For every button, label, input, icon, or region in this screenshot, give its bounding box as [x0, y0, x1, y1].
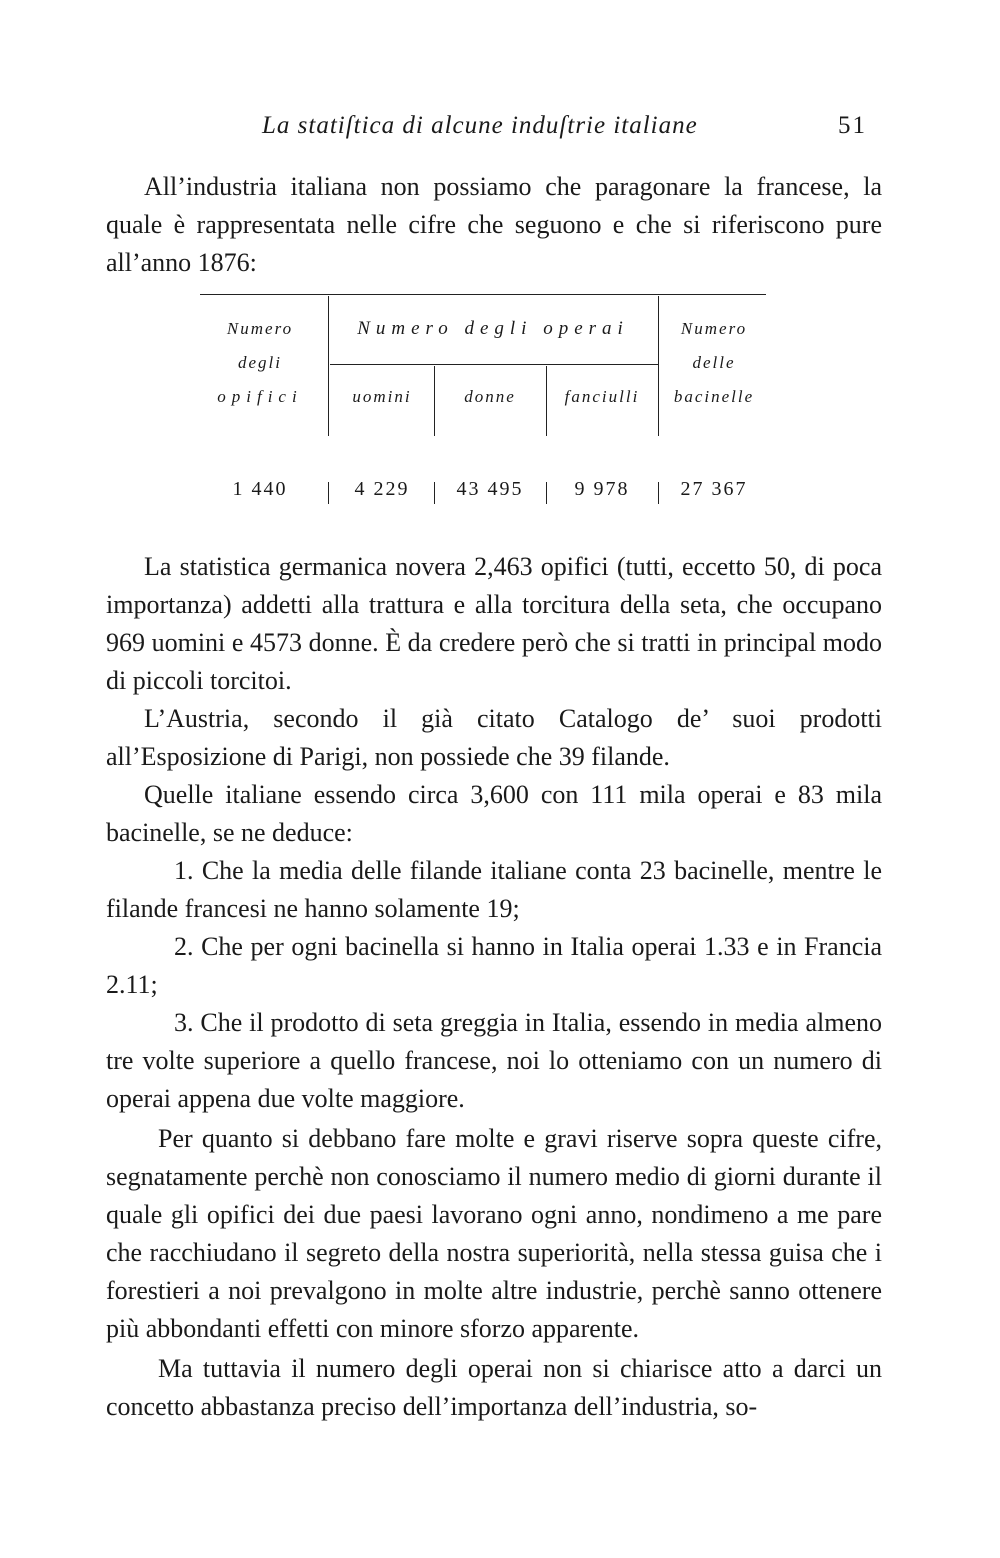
header-bacinelle-line1: Numero — [680, 319, 748, 338]
header-bacinelle-line2: delle — [692, 353, 736, 372]
cell-divider — [658, 482, 659, 504]
header-opifici-line2: degli — [238, 353, 282, 372]
statistics-table — [200, 292, 766, 522]
paragraph-reserves: Per quanto si debbano fare molte e gravi riserve sopra queste cifre, segnatamente perchè non conosciamo il numero medio di giorni durante il quale gli opifici dei due paesi lavorano ogni anno, nondimeno a me pare che racchiudano il segreto della nostra superiorità, nella stessa guisa che i forestieri a noi prevalgono in molte altre industrie, perchè sanno ottenere più abbondanti effetti con minore sforzo apparente. — [106, 1124, 882, 1343]
running-title: La statiſtica di alcune induſtrie italiane — [262, 112, 698, 139]
paragraph-germany: La statistica germanica novera 2,463 opifici (tutti, eccetto 50, di poca importanza) addetti alla trattura e alla torcitura della seta, che occupano 969 uomini e 4573 donne. È da credere però che si tratti in principal modo di piccoli torcitoi. — [106, 552, 882, 695]
table-divider — [328, 296, 329, 436]
header-opifici-line3: opifici — [217, 387, 303, 406]
table-divider — [434, 366, 435, 436]
group-underline — [330, 364, 658, 365]
paragraph-conclusion: Ma tuttavia il numero degli operai non si chiarisce atto a darci un concetto abbastanza preciso dell’importanza dell’industria, so- — [106, 1354, 882, 1421]
list-item-1: 1. Che la media delle filande italiane conta 23 bacinelle, mentre le filande francesi ne hanno solamente 19; — [106, 856, 882, 923]
header-fanciulli: fanciulli — [564, 387, 640, 406]
header-bacinelle-line3: bacinelle — [673, 387, 755, 406]
header-uomini: uomini — [352, 387, 412, 406]
paragraph-austria: L’Austria, secondo il già citato Catalogo de’ suoi prodotti all’Esposizione di Parigi, non possiede che 39 filande. — [106, 704, 882, 771]
cell-donne: 43 495 — [456, 478, 524, 500]
list-item-3: 3. Che il prodotto di seta greggia in Italia, essendo in media almeno tre volte superiore a quello francese, noi lo otteniamo con un numero di operai appena due volte maggiore. — [106, 1008, 882, 1113]
cell-divider — [434, 482, 435, 504]
cell-bacinelle: 27 367 — [680, 478, 748, 500]
list-item-2: 2. Che per ogni bacinella si hanno in Italia operai 1.33 e in Francia 2.11; — [106, 932, 882, 999]
cell-divider — [546, 482, 547, 504]
running-header — [0, 112, 1000, 148]
paragraph-intro: All’industria italiana non possiamo che paragonare la francese, la quale è rappresentata nelle cifre che seguono e che si riferiscono pure all’anno 1876: — [106, 172, 882, 277]
cell-opifici: 1 440 — [232, 478, 288, 500]
table-divider — [546, 366, 547, 436]
header-opifici-line1: Numero — [226, 319, 294, 338]
cell-divider — [328, 482, 329, 504]
paragraph-italy: Quelle italiane essendo circa 3,600 con 111 mila operai e 83 mila bacinelle, se ne deduce: — [106, 780, 882, 847]
header-donne: donne — [464, 387, 516, 406]
table-top-rule — [200, 294, 766, 295]
cell-uomini: 4 229 — [354, 478, 410, 500]
header-operai-group: Numero degli operai — [357, 318, 629, 339]
table-divider — [658, 296, 659, 436]
page-number: 51 — [838, 112, 867, 139]
cell-fanciulli: 9 978 — [574, 478, 630, 500]
